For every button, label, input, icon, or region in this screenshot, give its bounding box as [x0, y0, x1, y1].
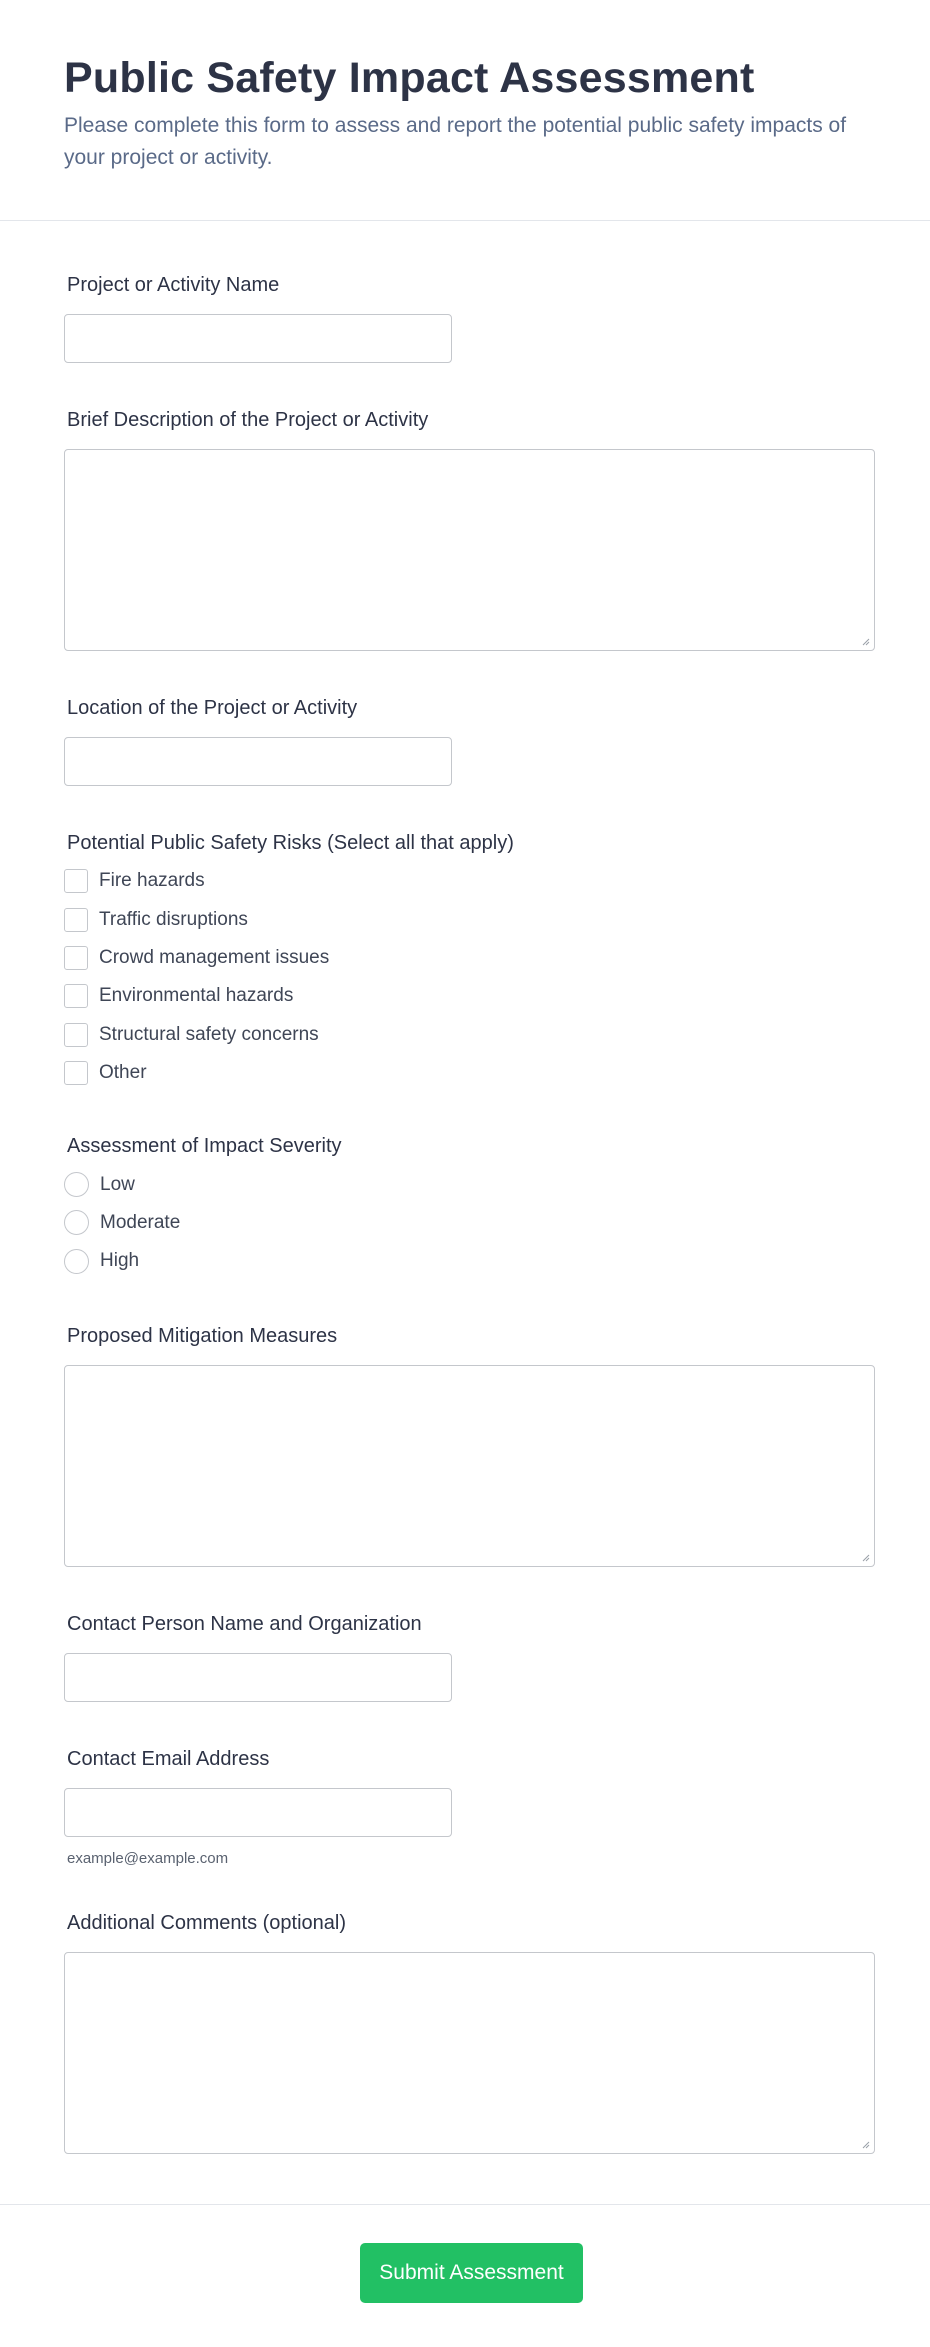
submit-button[interactable]: Submit Assessment	[360, 2243, 583, 2303]
risks-options	[64, 862, 866, 1092]
assessment-form	[0, 272, 930, 2154]
contact-email-field	[64, 1746, 866, 1867]
checkbox[interactable]	[64, 1061, 88, 1085]
risk-option-environmental[interactable]	[64, 977, 866, 1015]
project-name-input[interactable]	[64, 314, 452, 363]
radio-button[interactable]	[64, 1172, 89, 1197]
checkbox[interactable]	[64, 908, 88, 932]
severity-option-low[interactable]	[64, 1165, 866, 1203]
checkbox[interactable]	[64, 984, 88, 1008]
description-field	[64, 407, 866, 651]
description-textarea[interactable]	[64, 449, 875, 651]
resize-grip-icon[interactable]	[860, 1552, 870, 1562]
checkbox-label: Structural safety concerns	[99, 1023, 319, 1045]
resize-grip-icon[interactable]	[860, 636, 870, 646]
severity-field	[64, 1133, 866, 1280]
contact-email-label: Contact Email Address	[67, 1747, 270, 1770]
comments-field	[64, 1910, 866, 2154]
contact-name-label: Contact Person Name and Organization	[67, 1612, 422, 1635]
severity-option-high[interactable]	[64, 1242, 866, 1280]
checkbox-label: Other	[99, 1062, 147, 1084]
comments-textarea[interactable]	[64, 1952, 875, 2154]
checkbox[interactable]	[64, 946, 88, 970]
checkbox-label: Environmental hazards	[99, 985, 294, 1007]
risk-option-crowd[interactable]	[64, 939, 866, 977]
risks-field	[64, 830, 866, 1092]
project-name-label: Project or Activity Name	[67, 274, 280, 296]
location-input[interactable]	[64, 737, 452, 786]
page-subtitle: Please complete this form to assess and report the potential public safety impacts of your project or activity.	[64, 114, 847, 169]
severity-option-moderate[interactable]	[64, 1204, 866, 1242]
contact-name-input[interactable]	[64, 1653, 452, 1702]
checkbox-label: Crowd management issues	[99, 946, 330, 968]
severity-options	[64, 1165, 866, 1280]
description-label: Brief Description of the Project or Activity	[67, 409, 429, 431]
checkbox-label: Fire hazards	[99, 870, 205, 892]
contact-name-field	[64, 1611, 866, 1702]
checkbox[interactable]	[64, 1023, 88, 1047]
location-field	[64, 695, 866, 786]
radio-label: Moderate	[100, 1211, 181, 1233]
mitigation-field	[64, 1323, 866, 1567]
form-footer	[0, 2204, 930, 2347]
location-label: Location of the Project or Activity	[67, 697, 358, 719]
risk-option-traffic[interactable]	[64, 900, 866, 938]
project-name-field	[64, 272, 866, 363]
contact-email-input[interactable]	[64, 1788, 452, 1837]
form-header	[0, 0, 930, 221]
risk-option-fire[interactable]	[64, 862, 866, 900]
risks-label: Potential Public Safety Risks (Select all that apply)	[67, 832, 514, 854]
radio-label: Low	[100, 1173, 135, 1195]
mitigation-textarea[interactable]	[64, 1365, 875, 1567]
comments-label: Additional Comments (optional)	[67, 1911, 347, 1934]
mitigation-label: Proposed Mitigation Measures	[67, 1324, 338, 1347]
radio-label: High	[100, 1250, 140, 1272]
risk-option-structural[interactable]	[64, 1016, 866, 1054]
radio-button[interactable]	[64, 1249, 89, 1274]
risk-option-other[interactable]	[64, 1054, 866, 1092]
page-title: Public Safety Impact Assessment	[64, 54, 755, 102]
checkbox-label: Traffic disruptions	[99, 908, 248, 930]
resize-grip-icon[interactable]	[860, 2139, 870, 2149]
severity-label: Assessment of Impact Severity	[67, 1135, 342, 1158]
radio-button[interactable]	[64, 1210, 89, 1235]
checkbox[interactable]	[64, 869, 88, 893]
email-hint: example@example.com	[67, 1849, 229, 1867]
